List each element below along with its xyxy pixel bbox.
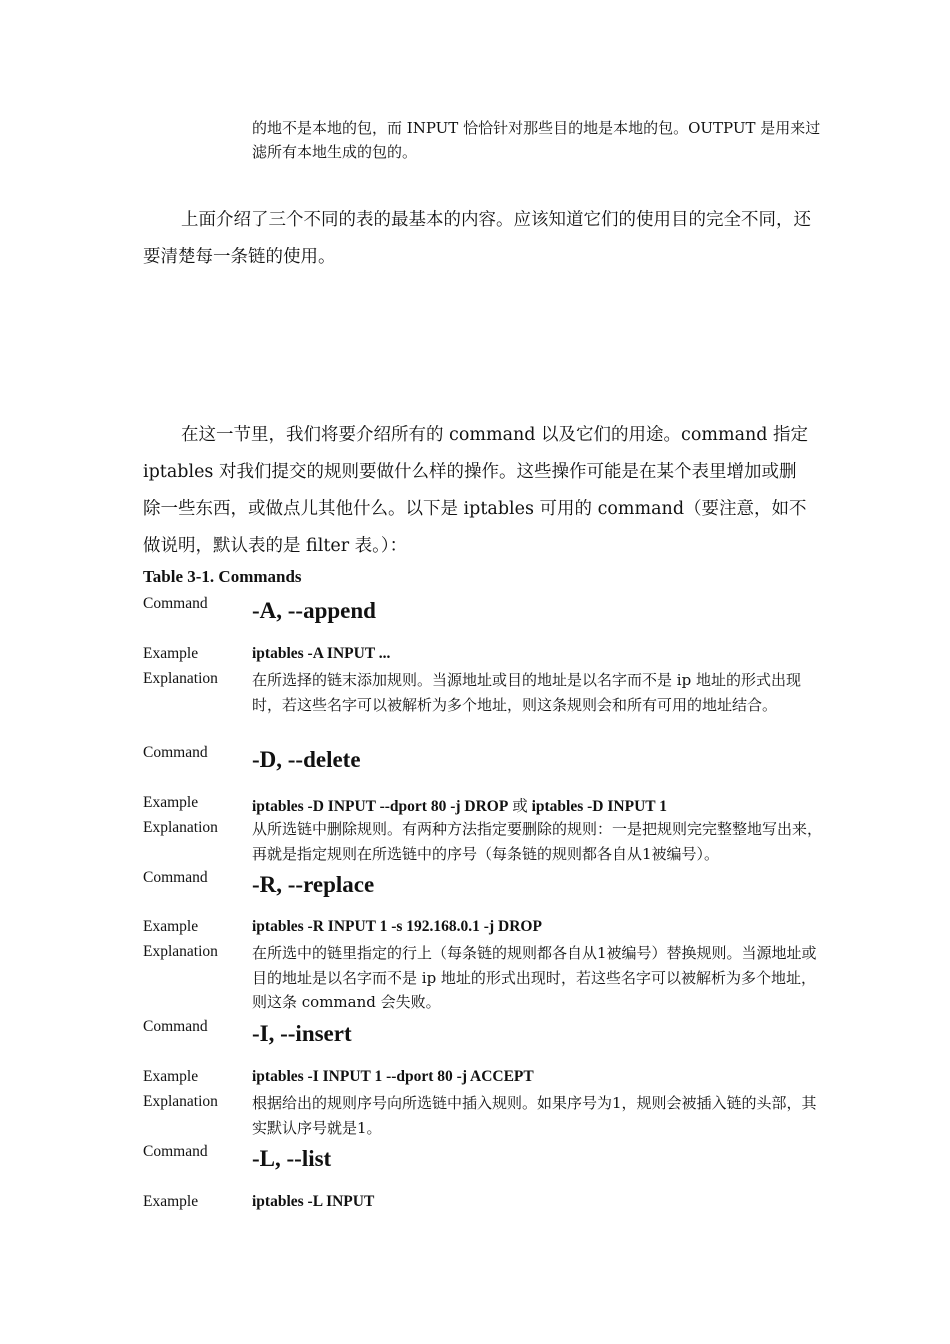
example-part-a: iptables -D INPUT --dport 80 -j DROP: [252, 798, 509, 815]
table-title: Table 3-1. Commands: [143, 567, 302, 586]
example-part-b: iptables -D INPUT 1: [531, 798, 667, 815]
example-label: Example: [143, 794, 199, 811]
explanation-label: Explanation: [143, 1093, 218, 1110]
explanation-text: 在所选中的链里指定的行上（每条链的规则都各自从1被编号）替换规则。当源地址或目的地址是以名字而不是 ip 地址的形式出现时，若这些名字可以被解析为多个地址，则这条 command 会失败。: [252, 944, 817, 1011]
example-or: 或: [508, 798, 532, 815]
command-name: -L, --list: [252, 1146, 332, 1171]
example-label: Example: [143, 645, 199, 662]
example-text: iptables -R INPUT 1 -s 192.168.0.1 -j DROP: [252, 918, 542, 935]
paragraph-commands-intro: 在这一节里，我们将要介绍所有的 command 以及它们的用途。command 指定 iptables 对我们提交的规则要做什么样的操作。这些操作可能是在某个表里增加或删除一些东西，或做点儿其他什么。以下是 iptables 可用的 command（要注意，如不做说明，默认表的是 filter 表。）：: [143, 425, 809, 556]
command-label: Command: [143, 595, 208, 612]
example-text: iptables -L INPUT: [252, 1193, 375, 1210]
explanation-label: Explanation: [143, 819, 218, 836]
command-label: Command: [143, 869, 208, 886]
explanation-label: Explanation: [143, 943, 218, 960]
example-text: iptables -A INPUT ...: [252, 645, 391, 662]
command-label: Command: [143, 744, 208, 761]
example-text: iptables -I INPUT 1 --dport 80 -j ACCEPT: [252, 1068, 534, 1085]
explanation-text: 根据给出的规则序号向所选链中插入规则。如果序号为1，规则会被插入链的头部，其实默认序号就是1。: [252, 1094, 817, 1137]
paragraph-tables-summary: 上面介绍了三个不同的表的最基本的内容。应该知道它们的使用目的完全不同，还要清楚每一条链的使用。: [143, 210, 811, 267]
command-label: Command: [143, 1143, 208, 1160]
example-label: Example: [143, 1068, 199, 1085]
command-name: -A, --append: [252, 598, 376, 623]
example-text: [252, 794, 667, 816]
explanation-label: Explanation: [143, 670, 218, 687]
command-name: -I, --insert: [252, 1021, 352, 1046]
intro-note: 的地不是本地的包，而 INPUT 恰恰针对那些目的地是本地的包。OUTPUT 是用来过滤所有本地生成的包的。: [252, 119, 821, 161]
command-name: -R, --replace: [252, 872, 375, 897]
explanation-text: 在所选择的链末添加规则。当源地址或目的地址是以名字而不是 ip 地址的形式出现时，若这些名字可以被解析为多个地址，则这条规则会和所有可用的地址结合。: [252, 671, 801, 714]
example-label: Example: [143, 918, 199, 935]
explanation-text: 从所选链中删除规则。有两种方法指定要删除的规则：一是把规则完完整整地写出来，再就是指定规则在所选链中的序号（每条链的规则都各自从1被编号）。: [252, 820, 823, 863]
example-label: Example: [143, 1193, 199, 1210]
command-name: -D, --delete: [252, 747, 361, 772]
command-label: Command: [143, 1018, 208, 1035]
